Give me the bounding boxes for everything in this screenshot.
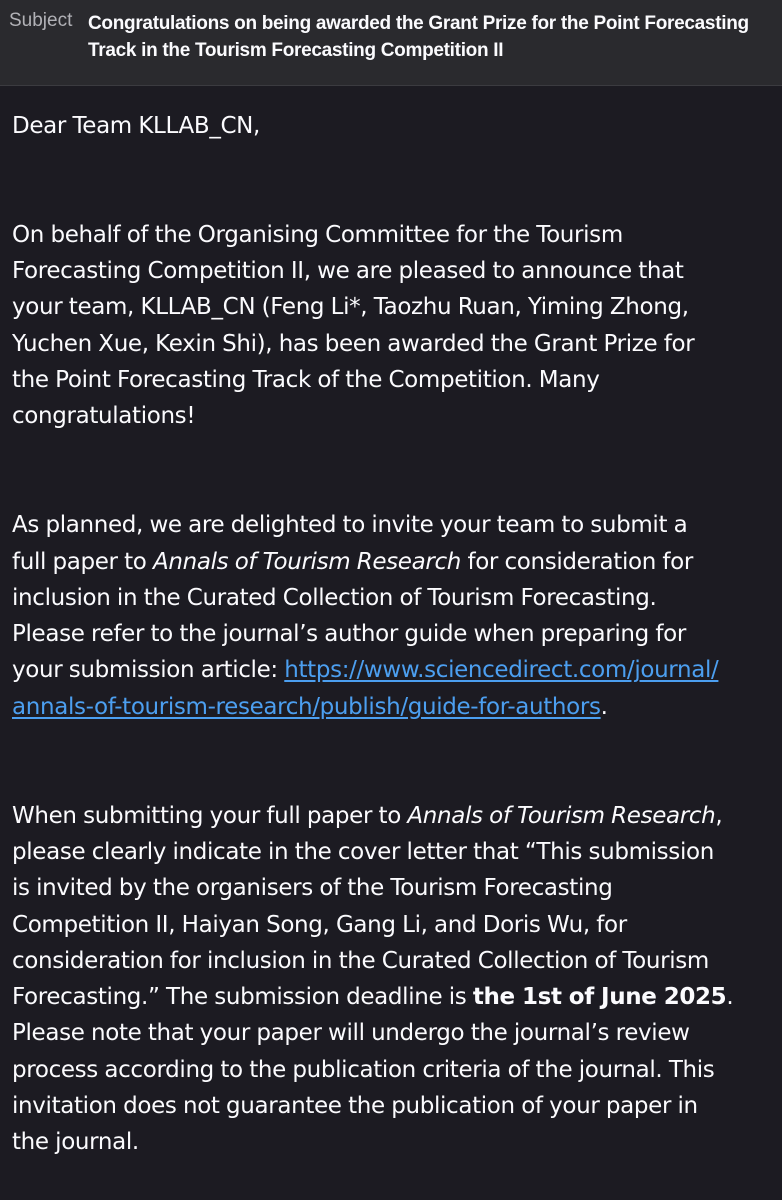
paragraph-announcement [12, 217, 782, 435]
body-line: As planned, we are delighted to invite your team to submit a [12, 512, 688, 539]
text: , [715, 802, 723, 829]
text: When submitting your full paper to [12, 802, 408, 829]
body-line [12, 798, 782, 834]
text: . [600, 693, 608, 720]
body-line: Forecasting Competition II, we are pleased to announce that [12, 258, 684, 285]
body-line: Please note that your paper will undergo the journal’s review [12, 1020, 690, 1047]
subject-text[interactable]: Congratulations on being awarded the Grant Prize for the Point Forecasting Track in the Tourism Forecasting Competition II [88, 13, 749, 61]
body-line: consideration for inclusion in the Curated Collection of Tourism [12, 947, 709, 974]
body-line [12, 652, 782, 688]
greeting: Dear Team KLLAB_CN, [12, 113, 261, 139]
body-line: your team, KLLAB_CN (Feng Li*, Taozhu Ruan, Yiming Zhong, [12, 294, 689, 321]
body-line: the Point Forecasting Track of the Competition. Many [12, 367, 600, 394]
journal-name: Annals of Tourism Research [407, 802, 716, 829]
message-header [0, 0, 782, 86]
journal-name: Annals of Tourism Research [152, 548, 461, 575]
submission-deadline: the 1st of June 2025 [472, 984, 727, 1011]
body-line: please clearly indicate in the cover letter that “This submission [12, 838, 714, 865]
body-line: is invited by the organisers of the Tourism Forecasting [12, 875, 613, 902]
body-line: the journal. [12, 1129, 139, 1156]
body-line [12, 979, 782, 1015]
message-body [12, 108, 782, 1161]
body-line [12, 544, 782, 580]
body-line: inclusion in the Curated Collection of Tourism Forecasting. [12, 584, 657, 611]
text: Forecasting.” The submission deadline is [12, 984, 473, 1011]
text: . [726, 984, 734, 1011]
paragraph-submission-instructions [12, 798, 782, 1161]
body-line: Competition II, Haiyan Song, Gang Li, and Doris Wu, for [12, 911, 627, 938]
text: for consideration for [460, 548, 693, 575]
text: full paper to [12, 548, 153, 575]
body-line: Please refer to the journal’s author guide when preparing for [12, 621, 686, 648]
paragraph-invitation [12, 507, 782, 725]
body-line [12, 689, 782, 725]
text: your submission article: [12, 657, 285, 684]
body-line: process according to the publication criteria of the journal. This [12, 1056, 715, 1083]
author-guide-link-continued[interactable]: annals-of-tourism-research/publish/guide-for-authors [12, 693, 601, 720]
body-line: congratulations! [12, 403, 196, 430]
subject-label: Subject [9, 10, 73, 31]
body-line: Yuchen Xue, Kexin Shi), has been awarded the Grant Prize for [12, 330, 695, 357]
author-guide-link[interactable]: https://www.sciencedirect.com/journal/ [284, 657, 719, 684]
body-line: On behalf of the Organising Committee for the Tourism [12, 221, 623, 248]
body-line: invitation does not guarantee the publication of your paper in [12, 1093, 698, 1120]
